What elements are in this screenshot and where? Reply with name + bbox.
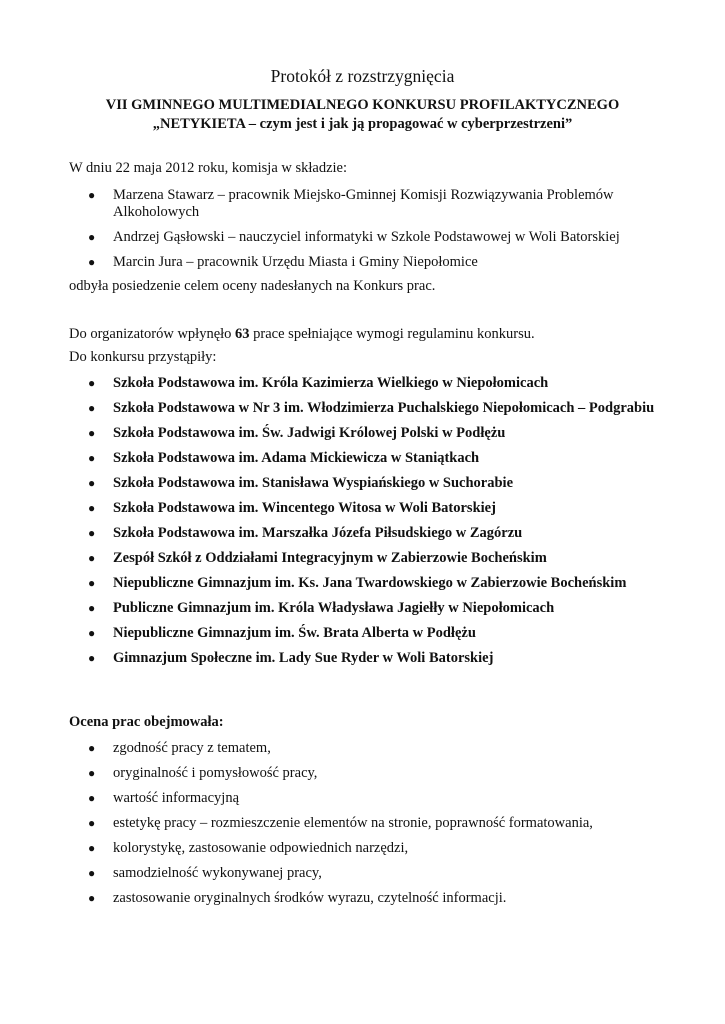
- bullet-icon: ●: [88, 841, 96, 855]
- school-item: [0, 475, 658, 492]
- bullet-icon: ●: [88, 741, 96, 755]
- submissions-text-before: Do organizatorów wpłynęło: [69, 326, 236, 342]
- bullet-icon: ●: [88, 601, 96, 615]
- bullet-icon: ●: [88, 816, 96, 830]
- school-item: [0, 525, 658, 542]
- submissions-text-after: prace spełniające wymogi regulaminu konkursu.: [249, 326, 535, 342]
- criteria-item: [0, 765, 658, 782]
- committee-member-text: Marcin Jura – pracownik Urzędu Miasta i Gminy Niepołomice: [113, 254, 478, 270]
- school-name: Szkoła Podstawowa im. Św. Jadwigi Królowej Polski w Podłężu: [113, 425, 506, 441]
- school-name: Publiczne Gimnazjum im. Króla Władysława Jagiełły w Niepołomicach: [113, 600, 555, 616]
- schools-list: [0, 375, 658, 675]
- submissions-count: 63: [235, 326, 250, 342]
- school-name: Niepubliczne Gimnazjum im. Św. Brata Alberta w Podłężu: [113, 625, 476, 641]
- bullet-icon: ●: [88, 230, 96, 244]
- bullet-icon: ●: [88, 451, 96, 465]
- school-item: [0, 575, 658, 592]
- school-item: [0, 425, 658, 442]
- bullet-icon: ●: [88, 476, 96, 490]
- criteria-item: [0, 890, 658, 907]
- contest-name-line-1: VII GMINNEGO MULTIMEDIALNEGO KONKURSU PROFILAKTYCZNEGO: [105, 97, 620, 113]
- participants-label: Do konkursu przystąpiły:: [69, 349, 217, 365]
- criteria-item: [0, 865, 658, 882]
- school-name: Szkoła Podstawowa im. Adama Mickiewicza w Staniątkach: [113, 450, 480, 466]
- bullet-icon: ●: [88, 891, 96, 905]
- committee-member-text: Marzena Stawarz – pracownik Miejsko-Gminnej Komisji Rozwiązywania Problemów Alkoholowych: [113, 187, 614, 220]
- criteria-item: [0, 840, 658, 857]
- bullet-icon: ●: [88, 188, 96, 202]
- bullet-icon: ●: [88, 791, 96, 805]
- school-name: Gimnazjum Społeczne im. Lady Sue Ryder w Woli Batorskiej: [113, 650, 494, 666]
- school-name: Szkoła Podstawowa im. Marszałka Józefa Piłsudskiego w Zagórzu: [113, 525, 523, 541]
- committee-member: [0, 187, 658, 221]
- contest-name-line-2: „NETYKIETA – czym jest i jak ją propagować w cyberprzestrzeni”: [152, 116, 573, 132]
- school-name: Szkoła Podstawowa w Nr 3 im. Włodzimierza Puchalskiego Niepołomicach – Podgrabiu: [113, 400, 655, 416]
- criteria-text: zgodność pracy z tematem,: [113, 740, 271, 756]
- bullet-icon: ●: [88, 576, 96, 590]
- school-item: [0, 650, 658, 667]
- school-item: [0, 625, 658, 642]
- bullet-icon: ●: [88, 551, 96, 565]
- criteria-text: zastosowanie oryginalnych środków wyrazu, czytelność informacji.: [113, 890, 507, 906]
- document-title: Protokół z rozstrzygnięcia: [270, 66, 455, 86]
- criteria-text: kolorystykę, zastosowanie odpowiednich narzędzi,: [113, 840, 409, 856]
- school-item: [0, 450, 658, 467]
- bullet-icon: ●: [88, 651, 96, 665]
- school-name: Szkoła Podstawowa im. Wincentego Witosa w Woli Batorskiej: [113, 500, 496, 516]
- committee-member: [0, 229, 658, 246]
- bullet-icon: ●: [88, 426, 96, 440]
- school-name: Szkoła Podstawowa im. Króla Kazimierza Wielkiego w Niepołomicach: [113, 375, 549, 391]
- bullet-icon: ●: [88, 376, 96, 390]
- criteria-list: [0, 740, 658, 915]
- committee-list: [0, 187, 658, 279]
- criteria-text: oryginalność i pomysłowość pracy,: [113, 765, 318, 781]
- school-name: Niepubliczne Gimnazjum im. Ks. Jana Twardowskiego w Zabierzowie Bocheńskim: [113, 575, 627, 591]
- criteria-text: samodzielność wykonywanej pracy,: [113, 865, 322, 881]
- school-name: Szkoła Podstawowa im. Stanisława Wyspiańskiego w Suchorabie: [113, 475, 514, 491]
- bullet-icon: ●: [88, 526, 96, 540]
- criteria-item: [0, 815, 658, 832]
- criteria-text: estetykę pracy – rozmieszczenie elementów na stronie, poprawność formatowania,: [113, 815, 593, 831]
- bullet-icon: ●: [88, 766, 96, 780]
- bullet-icon: ●: [88, 255, 96, 269]
- submissions-line: [69, 326, 535, 343]
- criteria-item: [0, 790, 658, 807]
- school-item: [0, 400, 658, 417]
- committee-closing: odbyła posiedzenie celem oceny nadesłanych na Konkurs prac.: [69, 278, 436, 294]
- school-item: [0, 500, 658, 517]
- bullet-icon: ●: [88, 626, 96, 640]
- school-item: [0, 375, 658, 392]
- bullet-icon: ●: [88, 866, 96, 880]
- committee-member: [0, 254, 658, 271]
- school-item: [0, 600, 658, 617]
- school-name: Zespół Szkół z Oddziałami Integracyjnym w Zabierzowie Bocheńskim: [113, 550, 547, 566]
- evaluation-heading: Ocena prac obejmowała:: [69, 714, 224, 730]
- committee-member-text: Andrzej Gąsłowski – nauczyciel informatyki w Szkole Podstawowej w Woli Batorskiej: [113, 229, 620, 245]
- criteria-item: [0, 740, 658, 757]
- bullet-icon: ●: [88, 501, 96, 515]
- criteria-text: wartość informacyjną: [113, 790, 240, 806]
- school-item: [0, 550, 658, 567]
- date-line: W dniu 22 maja 2012 roku, komisja w składzie:: [69, 160, 348, 176]
- bullet-icon: ●: [88, 401, 96, 415]
